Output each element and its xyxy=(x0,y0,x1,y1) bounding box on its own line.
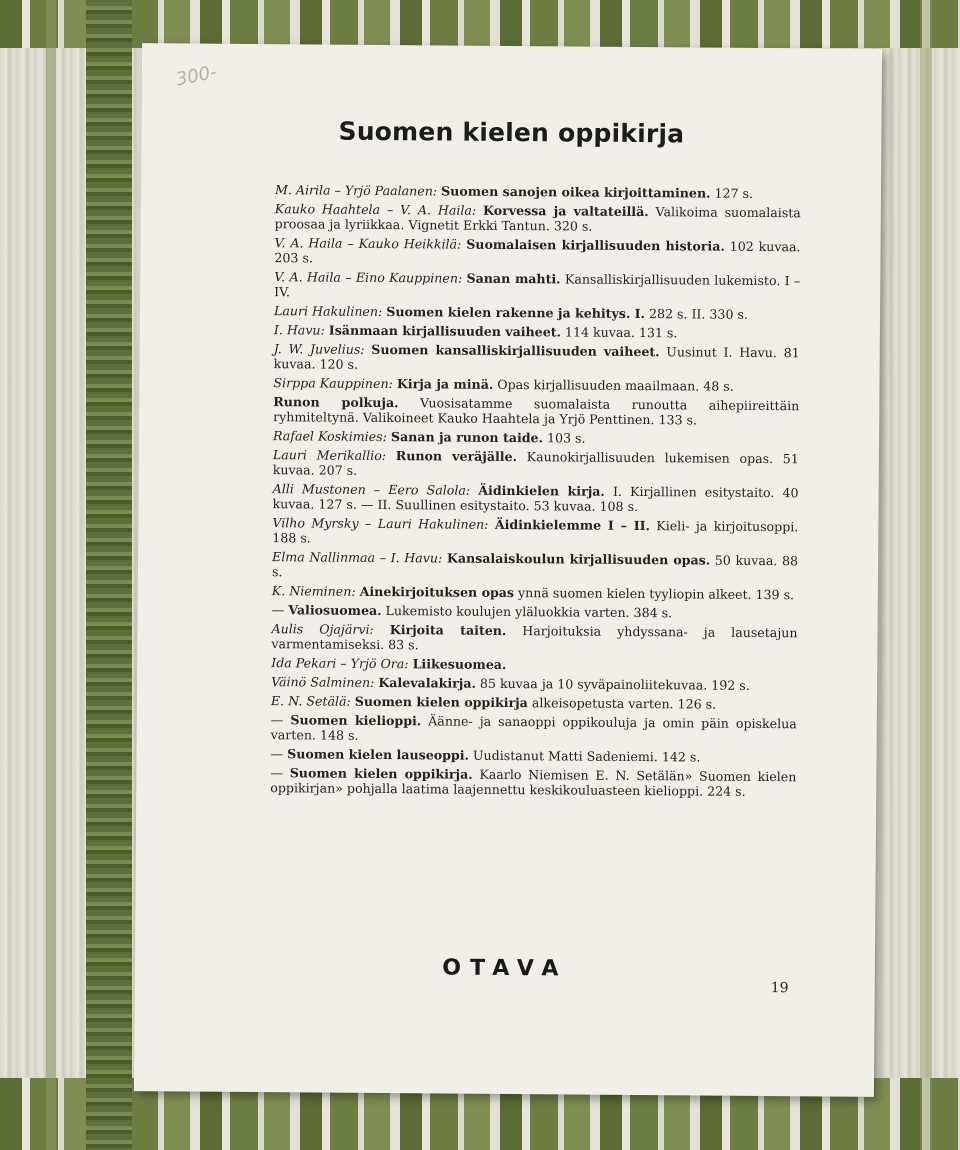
list-item xyxy=(274,303,800,322)
entry-author: Ida Pekari – Yrjö Ora: xyxy=(271,655,409,672)
page-number: 19 xyxy=(770,980,789,997)
list-item xyxy=(275,201,801,235)
entry-details: 103 s. xyxy=(546,430,586,446)
book-page xyxy=(134,43,882,1097)
entry-title: Korvessa ja valtateillä. xyxy=(483,202,649,220)
entry-author: K. Nieminen: xyxy=(271,583,356,599)
page-title: Suomen kielen oppikirja xyxy=(338,116,685,149)
list-item xyxy=(274,235,800,269)
entry-title: Suomen kielen oppikirja xyxy=(354,693,528,711)
list-item xyxy=(273,447,799,481)
list-item xyxy=(272,583,798,602)
list-item xyxy=(275,182,801,201)
list-item xyxy=(273,394,799,428)
entry-author: I. Havu: xyxy=(273,322,325,338)
entry-author: Väinö Salminen: xyxy=(271,674,375,690)
entry-author: Vilho Myrsky – Lauri Hakulinen: xyxy=(272,515,489,532)
list-item xyxy=(271,674,797,693)
entry-author: E. N. Setälä: xyxy=(270,693,351,709)
entry-title: Suomen kielen rakenne ja kehitys. I. xyxy=(386,304,646,322)
entry-title: Suomalaisen kirjallisuuden historia. xyxy=(466,236,725,254)
list-item xyxy=(274,341,800,375)
entry-title: Valiosuomea. xyxy=(288,602,382,619)
list-item xyxy=(272,602,798,621)
fabric-stripe xyxy=(46,0,56,1150)
entry-dash: — xyxy=(271,602,285,618)
list-item xyxy=(271,712,797,746)
entry-title: Äidinkielemme I – II. xyxy=(494,516,650,534)
entry-author: Kauko Haahtela – V. A. Haila: xyxy=(274,201,477,218)
entry-details: 114 kuvaa. 131 s. xyxy=(564,324,678,341)
list-item xyxy=(270,746,796,765)
entry-title: Kalevalakirja. xyxy=(378,674,476,691)
entry-details: Harjoituksia yhdyssana- ja lausetajun varmentamiseksi. 83 s. xyxy=(271,623,798,653)
list-item xyxy=(271,655,797,674)
entry-title: Äidinkielen kirja. xyxy=(478,482,605,499)
list-item xyxy=(274,269,800,303)
entry-title: Suomen sanojen oikea kirjoittaminen. xyxy=(441,183,711,201)
entry-author: Alli Mustonen – Eero Salola: xyxy=(272,481,471,498)
entry-dash: — xyxy=(270,765,284,781)
entry-title: Suomen kielioppi. xyxy=(290,712,422,729)
entry-details: Uusinut I. Havu. 81 kuvaa. 120 s. xyxy=(273,344,800,372)
entry-dash: — xyxy=(270,746,284,762)
entry-author: J. W. Juvelius: xyxy=(273,341,365,357)
entry-details: Äänne- ja sanaoppi oppikouluja ja omin päin opiskelua varten. 148 s. xyxy=(270,713,797,743)
fabric-stripe xyxy=(920,0,932,1150)
list-item xyxy=(274,322,800,341)
publisher-name: OTAVA xyxy=(442,955,568,982)
entry-author: Lauri Merikallio: xyxy=(272,447,387,464)
entry-details: Valikoima suomalaista proosaa ja lyriikkaa. Vignetit Erkki Tantun. 320 s. xyxy=(274,204,801,234)
entry-details: Opas kirjallisuuden maailmaan. 48 s. xyxy=(497,376,734,394)
entry-author: Rafael Koskimies: xyxy=(272,428,387,445)
entry-title: Ainekirjoituksen opas xyxy=(359,583,515,601)
entry-title: Suomen kielen oppikirja. xyxy=(289,765,473,782)
entry-author: V. A. Haila – Eino Kauppinen: xyxy=(274,269,463,286)
entry-details: 127 s. xyxy=(714,185,754,201)
list-item xyxy=(272,549,798,583)
entry-title: Kirjoita taiten. xyxy=(389,622,507,638)
entry-author: M. Airila – Yrjö Paalanen: xyxy=(274,182,438,199)
entry-author: Elma Nallinmaa – I. Havu: xyxy=(272,549,443,566)
entry-details: 50 kuvaa. 88 s. xyxy=(271,552,799,580)
entry-details: I. Kirjallinen esitystaito. 40 kuvaa. 127 s. — II. Suullinen esitystaito. 53 kuvaa. 108 s. xyxy=(272,483,799,515)
list-item xyxy=(273,428,799,447)
fabric-stripe xyxy=(86,0,132,1150)
entry-title: Kansalaiskoulun kirjallisuuden opas. xyxy=(446,550,711,568)
entry-title: Suomen kansalliskirjallisuuden vaiheet. xyxy=(371,341,660,360)
entry-details: Lukemisto koulujen yläluokkia varten. 384 s. xyxy=(385,603,673,621)
list-item xyxy=(272,481,798,515)
fabric-band-top xyxy=(0,0,960,48)
book-list xyxy=(270,182,801,803)
entry-author: Sirppa Kauppinen: xyxy=(273,375,393,392)
entry-title: Runon veräjälle. xyxy=(395,448,518,465)
entry-details: 85 kuvaa ja 10 syväpainoliitekuvaa. 192 s. xyxy=(479,675,750,693)
entry-dash: — xyxy=(270,712,284,728)
list-item xyxy=(270,765,796,799)
entry-title: Sanan ja runon taide. xyxy=(390,429,544,446)
entry-details: alkeisopetusta varten. 126 s. xyxy=(531,695,717,712)
entry-details: Kaunokirjallisuuden lukemisen opas. 51 kuvaa. 207 s. xyxy=(272,449,799,478)
list-item xyxy=(272,515,798,549)
entry-details: 282 s. II. 330 s. xyxy=(648,306,749,322)
list-item xyxy=(271,621,797,655)
list-item xyxy=(271,693,797,712)
entry-title: Liikesuomea. xyxy=(412,656,507,672)
entry-details: Uudistanut Matti Sadeniemi. 142 s. xyxy=(472,747,701,765)
entry-title: Kirja ja minä. xyxy=(396,376,494,392)
entry-title: Sanan mahti. xyxy=(466,270,561,287)
entry-details: Kaarlo Niemisen E. N. Setälän» Suomen kielen oppikirjan» pohjalla laatima laajennettu keskikouluasteen kielioppi. 224 s. xyxy=(270,766,797,799)
entry-title: Suomen kielen lauseoppi. xyxy=(287,746,469,763)
entry-title: Runon polkuja. xyxy=(273,394,399,411)
entry-details: ynnä suomen kielen tyyliopin alkeet. 139 s. xyxy=(518,585,795,603)
entry-details: Kansalliskirjallisuuden lukemisto. I – IV. xyxy=(274,271,801,300)
pencil-price-note: 300- xyxy=(174,61,219,91)
list-item xyxy=(273,375,799,394)
entry-details: Kieli- ja kirjoitusoppi. 188 s. xyxy=(272,518,799,546)
entry-details: Vuosisatamme suomalaista runoutta aihepiireittäin ryhmiteltynä. Valikoineet Kauko Haahtela ja Yrjö Penttinen. 133 s. xyxy=(273,395,800,428)
entry-author: Aulis Ojajärvi: xyxy=(271,621,374,637)
entry-title: Isänmaan kirjallisuuden vaiheet. xyxy=(328,322,562,340)
entry-author: V. A. Haila – Kauko Heikkilä: xyxy=(274,235,462,252)
entry-details: 102 kuvaa. 203 s. xyxy=(274,238,801,266)
entry-author: Lauri Hakulinen: xyxy=(273,303,383,320)
